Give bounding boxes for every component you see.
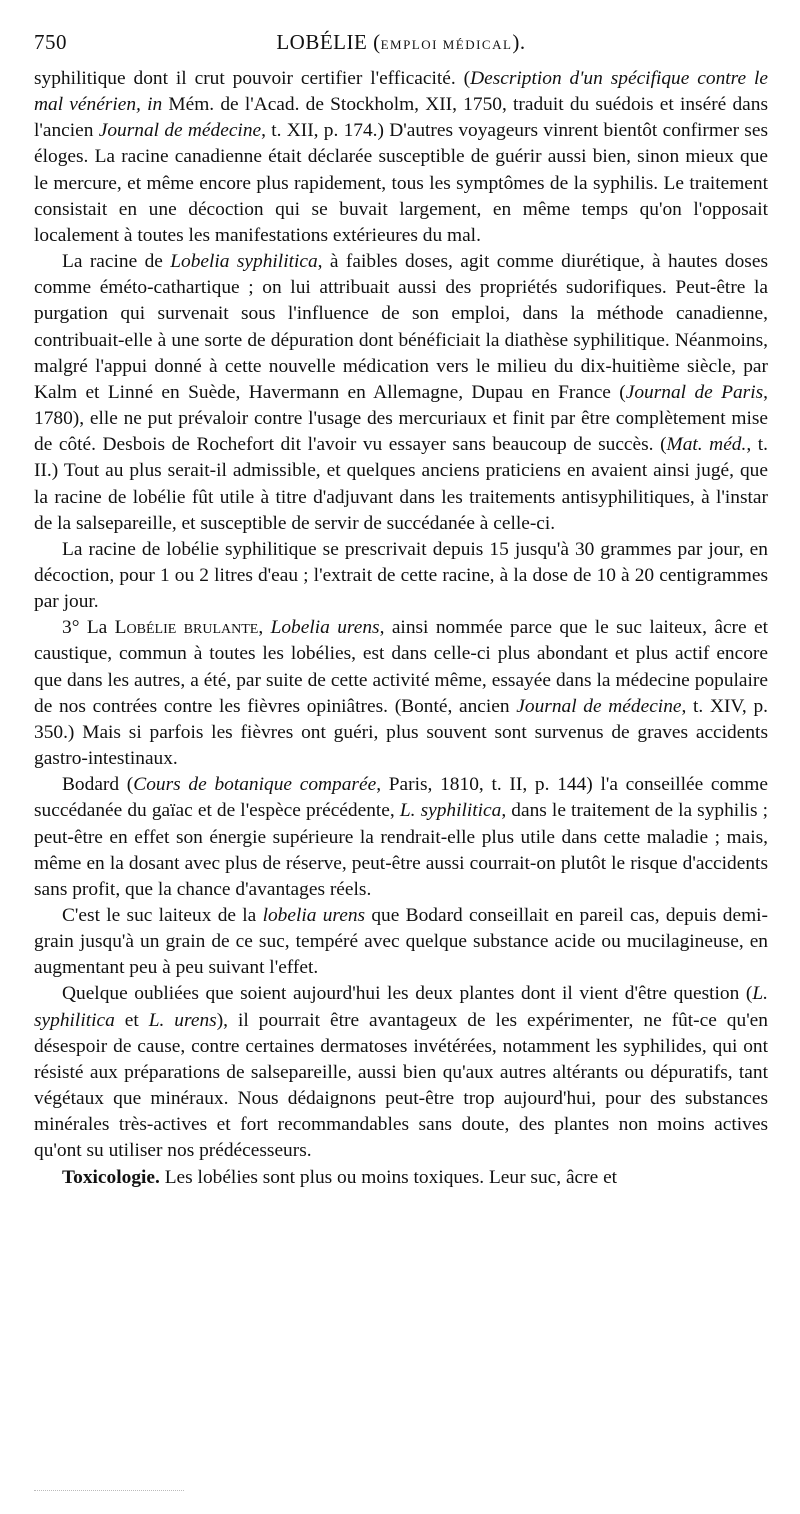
italic-run: Journal de médecine <box>516 695 682 717</box>
body-text <box>34 66 768 1191</box>
paragraph-6 <box>34 903 768 981</box>
italic-run: L. syphilitica <box>399 800 502 822</box>
running-title-close: ). <box>512 30 526 54</box>
text-run: , ainsi nommée parce que le suc laiteux, âcre et caustique, commun à toutes les lobélies, est dans celle-ci plus abondant et plus actif encore que dans les autres, a été, par suite de cette activité même, essayée dans la médecine populaire de nos contrées contre les fièvres opiniâtres. (Bonté, ancien <box>34 617 768 717</box>
paragraph-1 <box>34 66 768 249</box>
italic-run: Lobelia urens <box>270 617 380 639</box>
paragraph-5 <box>34 772 768 903</box>
italic-run: Journal de Paris <box>625 381 764 403</box>
running-title-open: ( <box>367 30 381 54</box>
text-run: Les lobélies sont plus ou moins toxiques. Leur suc, âcre et <box>159 1166 618 1188</box>
italic-run: Journal de médecine <box>98 120 262 142</box>
text-run: , <box>258 617 271 639</box>
text-run: Quelque oubliées que soient aujourd'hui les deux plantes dont il vient d'être question ( <box>62 983 753 1005</box>
running-title-sub: EMPLOI MÉDICAL <box>380 37 513 52</box>
paragraph-4 <box>34 615 768 772</box>
paragraph-7 <box>34 981 768 1164</box>
running-title <box>34 30 768 55</box>
small-caps-run: Lobélie brulante <box>114 617 259 639</box>
text-run: Bodard ( <box>62 774 134 796</box>
text-run: La racine de <box>62 251 171 273</box>
running-header <box>34 30 768 60</box>
text-run: et <box>114 1009 149 1031</box>
page-number: 750 <box>34 30 67 54</box>
text-run: Mém. de l'Acad. de Stockholm, XII, 1750, traduit du suédois et inséré dans l'ancien <box>34 94 768 142</box>
text-run: , t. II.) Tout au plus serait-il admissible, et quelques anciens praticiens en avaient ainsi jugé, que la racine de lobélie fût utile à titre d'adjuvant dans les traitements antisyphilitiques, à l'instar de la salsepareille, et susceptible de servir de succédanée à celle-ci. <box>34 434 768 534</box>
italic-run: Lobelia syphilitica <box>170 251 318 273</box>
paragraph-3 <box>34 537 768 615</box>
text-run: , à faibles doses, agit comme diurétique, à hautes doses comme éméto-cathartique ; on lui attribuait aussi des propriétés sudorifiques. Peut-être la purgation qui survenait sous l'influence de son emploi, dans la méthode canadienne, contribuait-elle à une sorte de dépuration dont bénéficiait la diathèse syphilitique. Néanmoins, malgré l'appui donné à cette nouvelle médication vers le milieu du dix-huitième siècle, par Kalm et Linné en Suède, Havermann en Allemagne, Dupau en France ( <box>34 251 768 403</box>
text-run: syphilitique dont il crut pouvoir certifier l'efficacité. ( <box>34 68 471 89</box>
text-run: C'est le suc laiteux de la <box>62 905 263 926</box>
text-run: , t. XII, p. 174.) D'autres voyageurs vinrent bientôt confirmer ses éloges. La racine canadienne était déclarée susceptible de guérir aussi bien, sinon mieux que le mercure, et même encore plus rapidement, tous les symptômes de la syphilis. Le traitement consistait en une décoction qui se buvait largement, en même temps qu'on l'opposait localement à toutes les manifestations extérieures du mal. <box>34 120 769 246</box>
text-run: , 1780), elle ne put prévaloir contre l'usage des mercuriaux et finit par être complètement mise de côté. Desbois de Rochefort dit l'avoir vu essayer sans beaucoup de succès. ( <box>34 381 768 456</box>
italic-run: Cours de botanique comparée <box>133 774 377 796</box>
paragraph-8 <box>34 1165 768 1191</box>
paragraph-2 <box>34 249 768 537</box>
section-heading-toxicologie: Toxicologie. <box>62 1166 160 1188</box>
text-run: , t. XIV, p. 350.) Mais si parfois les fièvres ont guéri, plus souvent sont survenus de graves accidents gastro-intestinaux. <box>34 695 768 770</box>
text-run: 3° La <box>62 617 115 639</box>
text-run: , dans le traitement de la syphilis ; peut-être en effet son énergie supérieure la rendrait-elle plus utile dans cette maladie ; mais, même en la dosant avec plus de réserve, peut-être aussi courrait-on plutôt le risque d'accidents sans profit, que la chance d'avantages réels. <box>34 800 768 900</box>
italic-run: L. syphilitica <box>34 983 768 1031</box>
text-run: La racine de lobélie syphilitique se prescrivait depuis 15 jusqu'à 30 grammes par jour, en décoction, pour 1 ou 2 litres d'eau ; l'extrait de cette racine, à la dose de 10 à 20 centigrammes par jour. <box>34 538 768 613</box>
footer-rule <box>34 1490 184 1491</box>
text-run: ), il pourrait être avantageux de les expérimenter, ne fût-ce qu'en désespoir de cause, contre certaines dermatoses invétérées, notamment les syphilides, qui ont résisté aux préparations de salsepareille, aussi bien qu'aux autres altérants ou dépuratifs, tant végétaux que minéraux. Nous dédaignons peut-être trop aujourd'hui, pour des substances minérales très-actives et fort recommandables sans doute, des plantes non moins actives qu'ont su utiliser nos prédécesseurs. <box>34 1009 768 1162</box>
italic-run: Description d'un spécifique contre le mal vénérien, in <box>34 68 769 116</box>
text-run: que Bodard conseillait en pareil cas, depuis demi-grain jusqu'à un grain de ce suc, tempéré avec quelque substance acide ou mucilagineuse, en augmentant peu à peu suivant l'effet. <box>34 905 768 979</box>
running-title-main: LOBÉLIE <box>276 30 368 54</box>
italic-run: Mat. méd. <box>666 434 747 456</box>
italic-run: lobelia urens <box>262 905 366 926</box>
text-run: , Paris, 1810, t. II, p. 144) l'a conseillée comme succédanée du gaïac et de l'espèce précédente, <box>34 774 768 822</box>
italic-run: L. urens <box>148 1009 217 1031</box>
